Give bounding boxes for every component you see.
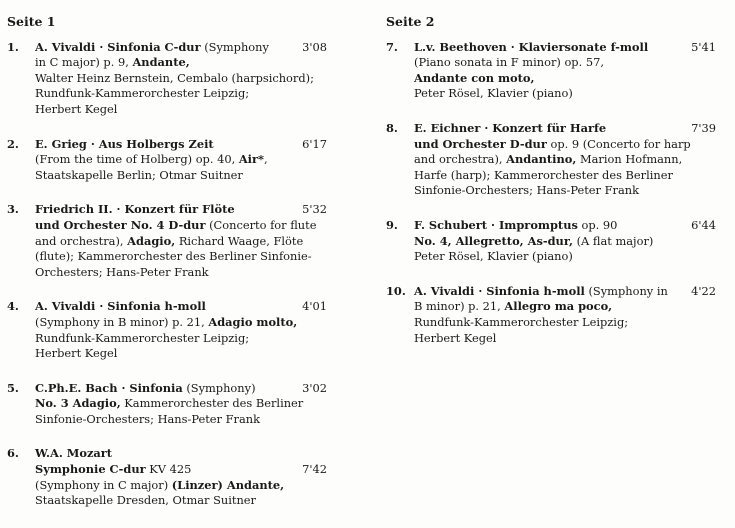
detail-text: and orchestra), [414,152,507,167]
track-description [414,40,716,102]
track-line [414,137,716,153]
detail-text: (A flat major) [572,233,654,248]
track-line [414,234,716,250]
track-description [35,446,327,508]
work-title-text: A. Vivaldi · Sinfonia C-dur [35,39,201,54]
track-list [7,40,327,509]
detail-text: op. 9 (Concerto for harp [546,136,691,151]
track-line [414,168,716,184]
detail-text: Rundfunk-Kammerorchester Leipzig; [35,330,250,345]
track-number: 1. [7,39,19,54]
detail-text: (Symphony in B minor) p. 21, [35,314,209,329]
detail-text: Rundfunk-Kammerorchester Leipzig; [35,86,250,101]
track-number: 7. [386,39,398,54]
track-line [414,249,716,265]
detail-text: Walter Heinz Bernstein, Cembalo (harpsichord); [35,70,314,85]
work-title-text: Adagio, [127,233,176,248]
work-title-text: F. Schubert · Impromptus [414,217,578,232]
track-line [35,462,327,478]
track-line [414,86,716,102]
detail-text: Herbert Kegel [35,346,118,361]
track-line [35,102,327,118]
track-entry [386,121,716,199]
track-entry [386,40,716,102]
work-title-text: (Linzer) Andante, [171,477,285,492]
work-title-text: Adagio molto, [208,314,298,329]
detail-text: (Concerto for flute [205,217,317,232]
detail-text: Harfe (harp); Kammerorchester des Berliner [414,167,673,182]
detail-text: B minor) p. 21, [414,299,505,314]
work-title-text: A. Vivaldi · Sinfonia h-moll [414,283,585,298]
detail-text: (flute); Kammerorchester des Berliner Sinfonie- [35,249,312,264]
work-title-text: E. Eichner · Konzert für Harfe [414,120,607,135]
track-number: 10. [386,283,406,298]
track-line [35,202,327,218]
track-duration: 3'02 [302,380,327,395]
track-line [35,315,327,331]
track-duration: 6'44 [691,217,716,232]
track-number: 8. [386,120,398,135]
track-line [414,55,716,71]
track-number: 6. [7,446,19,461]
work-title-text: Friedrich II. · Konzert für Flöte [35,202,235,217]
track-line [35,168,327,184]
track-description [35,202,327,280]
detail-text: Herbert Kegel [35,101,118,116]
detail-text: (From the time of Holberg) op. 40, [35,152,239,167]
detail-text: Marion Hofmann, [576,152,683,167]
track-line [35,493,327,509]
track-description [35,299,327,361]
detail-text: Richard Waage, Flöte [175,233,304,248]
track-number: 3. [7,202,19,217]
detail-text: (Symphony [200,39,269,54]
work-title-text: Andante con moto, [414,70,535,85]
track-line [414,315,716,331]
track-entry [7,202,327,280]
track-line [414,284,716,300]
detail-text: Sinfonie-Orchesters; Hans-Peter Frank [414,183,639,198]
track-line [35,55,327,71]
track-duration: 7'39 [691,120,716,135]
detail-text: KV 425 [145,462,192,477]
detail-text: Kammerorchester des Berliner [120,396,304,411]
track-line [35,218,327,234]
track-line [35,331,327,347]
detail-text: (Symphony) [182,380,256,395]
track-duration: 4'22 [691,283,716,298]
side-1 [7,14,327,528]
work-title-text: E. Grieg · Aus Holbergs Zeit [35,136,214,151]
track-line [414,218,716,234]
work-title-text: A. Vivaldi · Sinfonia h-moll [35,299,206,314]
work-title-text: Symphonie C-dur [35,462,146,477]
detail-text: Peter Rösel, Klavier (piano) [414,86,573,101]
detail-text: Staatskapelle Berlin; Otmar Suitner [35,167,243,182]
track-line [35,381,327,397]
detail-text: Staatskapelle Dresden, Otmar Suitner [35,493,256,508]
track-entry [386,218,716,265]
detail-text: (Symphony in [584,283,668,298]
track-entry [386,284,716,346]
work-title-text: L.v. Beethoven · Klaviersonate f-moll [414,39,649,54]
track-duration: 3'08 [302,39,327,54]
track-description [414,218,716,265]
track-line [35,412,327,428]
detail-text: in C major) p. 9, [35,55,133,70]
track-description [35,40,327,118]
track-entry [7,299,327,361]
side-2 [386,14,716,365]
track-description [35,137,327,184]
track-line [35,478,327,494]
track-line [35,86,327,102]
track-duration: 5'41 [691,39,716,54]
detail-text: Rundfunk-Kammerorchester Leipzig; [414,314,629,329]
track-line [35,396,327,412]
track-number: 9. [386,217,398,232]
track-line [414,121,716,137]
track-line [35,234,327,250]
track-description [414,121,716,199]
track-duration: 6'17 [302,136,327,151]
track-entry [7,137,327,184]
track-duration: 7'42 [302,462,327,477]
track-line [35,71,327,87]
work-title-text: Air* [238,152,264,167]
track-entry [7,446,327,508]
track-line [414,152,716,168]
track-number: 2. [7,136,19,151]
track-line [35,152,327,168]
work-title-text: und Orchester D-dur [414,136,547,151]
side-title: Seite 2 [386,14,435,29]
work-title-text: No. 3 Adagio, [35,396,121,411]
work-title-text: und Orchester No. 4 D-dur [35,217,206,232]
track-entry [7,381,327,428]
track-line [35,299,327,315]
track-duration: 4'01 [302,299,327,314]
track-line [414,40,716,56]
track-line [414,299,716,315]
work-title-text: W.A. Mozart [35,446,113,461]
track-entry [7,40,327,118]
work-title-text: C.Ph.E. Bach · Sinfonia [35,380,183,395]
work-title-text: Allegro ma poco, [504,299,613,314]
track-line [35,249,327,265]
track-line [414,331,716,347]
track-line [35,446,327,462]
detail-text: Herbert Kegel [414,330,497,345]
detail-text: (Symphony in C major) [35,477,172,492]
detail-text: and orchestra), [35,233,128,248]
track-number: 5. [7,380,19,395]
side-title: Seite 1 [7,14,56,29]
detail-text: Orchesters; Hans-Peter Frank [35,264,209,279]
detail-text: (Piano sonata in F minor) op. 57, [414,55,604,70]
track-line [35,137,327,153]
detail-text: Sinfonie-Orchesters; Hans-Peter Frank [35,411,260,426]
track-description [414,284,716,346]
detail-text: op. 90 [577,217,618,232]
detail-text: , [263,152,268,167]
track-duration: 5'32 [302,202,327,217]
track-description [35,381,327,428]
work-title-text: Andante, [132,55,190,70]
track-list [386,40,716,347]
track-line [35,346,327,362]
work-title-text: No. 4, Allegretto, As-dur, [414,233,573,248]
track-line [35,40,327,56]
track-number: 4. [7,299,19,314]
work-title-text: Andantino, [506,152,577,167]
track-line [35,265,327,281]
track-line [414,71,716,87]
detail-text: Peter Rösel, Klavier (piano) [414,249,573,264]
track-line [414,183,716,199]
